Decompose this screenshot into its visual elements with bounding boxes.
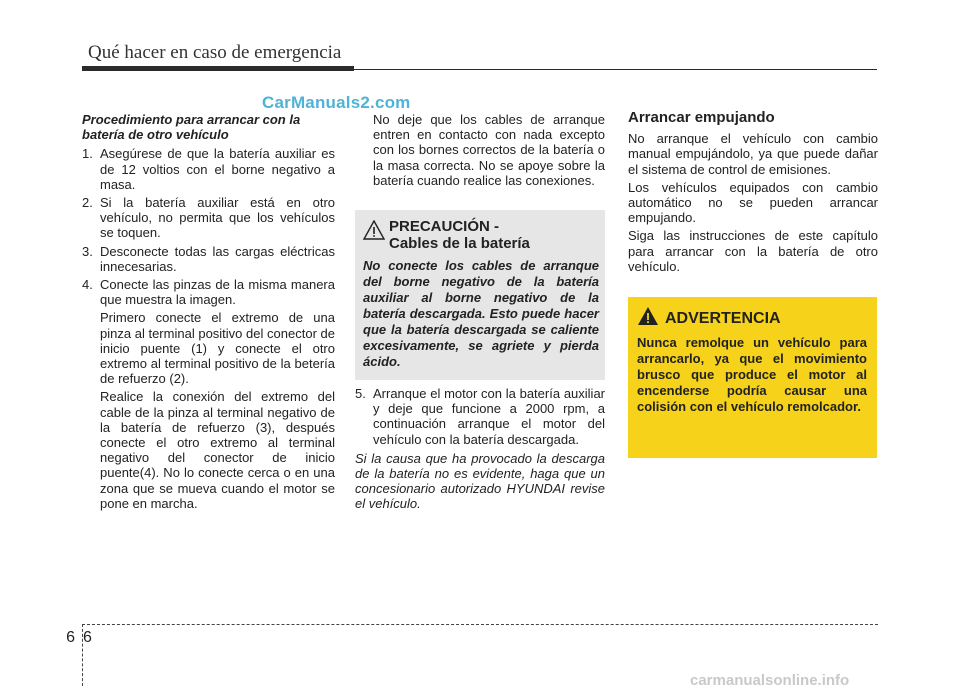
warning-box <box>628 297 877 458</box>
push-start-paragraph-2: Los vehículos equipados con cambio automático no se pueden arrancar empujando. <box>628 179 878 226</box>
list-text: Si la batería auxiliar está en otro vehículo, no permita que los vehículos se toquen. <box>100 195 335 241</box>
header-bar <box>82 66 354 71</box>
cables-intro-paragraph: No deje que los cables de arranque entren en contacto con nada excepto con los bornes correctos de la batería o la masa correcta. No se apoye sobre la batería cuando realice las conexiones. <box>373 112 605 188</box>
push-start-heading: Arrancar empujando <box>628 109 775 126</box>
page-number: 66 <box>66 629 100 646</box>
warning-title: ADVERTENCIA <box>665 309 781 327</box>
list-text: Conecte las pinzas de la misma manera que muestra la imagen. <box>100 277 335 308</box>
list-text: Arranque el motor con la batería auxiliar y deje que funcione a 2000 rpm, a continuación arranque el motor del vehículo con la batería descargada. <box>373 386 605 447</box>
list-number: 1. <box>82 146 93 162</box>
warning-triangle-icon <box>637 306 659 331</box>
caution-title: PRECAUCIÓN - <box>389 218 500 235</box>
list-text: Desconecte todas las cargas eléctricas innecesarias. <box>100 243 335 274</box>
page-header-title: Qué hacer en caso de emergencia <box>88 42 342 63</box>
list-item <box>82 195 335 241</box>
caution-header <box>363 218 599 252</box>
caution-box <box>355 210 605 380</box>
column-2-lower <box>355 386 605 512</box>
list-text: Asegúrese de que la batería auxiliar es de 12 voltios con el borne negativo a masa. <box>100 146 335 192</box>
caution-body: No conecte los cables de arranque del borne negativo de la batería auxiliar al borne negativo de la batería descargada. Esto puede hacer que la batería descargada se caliente excesivamente, se agriete y pierda ácido. <box>363 258 599 369</box>
connection-paragraph-2: Realice la conexión del extremo del cable de la pinza al terminal negativo de la batería de refuerzo (3), después conecte el otro extremo al terminal negativo del conector de inicio puente(4). No lo conecte cerca o en una zona que se mueva cuando el motor se pone en marcha. <box>100 389 335 511</box>
connection-paragraph-1: Primero conecte el extremo de una pinza al terminal positivo del conector de inicio puente (1) y conecte el otro extremo al terminal positivo de la betería de refuerzo (2). <box>100 310 335 387</box>
list-number: 4. <box>82 277 93 293</box>
warning-body: Nunca remolque un vehículo para arrancarlo, ya que el movimiento brusco que produce el motor al encenderse podría causar una colisión con el vehículo remolcador. <box>637 335 867 414</box>
list-item <box>82 244 335 274</box>
column-2 <box>355 112 605 191</box>
warning-header <box>637 306 867 331</box>
list-item <box>355 386 605 447</box>
list-number: 2. <box>82 195 93 211</box>
footer-rule <box>82 624 878 625</box>
list-number: 3. <box>82 243 93 259</box>
list-item <box>82 277 335 307</box>
list-number: 5. <box>355 386 366 401</box>
push-start-paragraph-3: Siga las instrucciones de este capítulo para arrancar con la batería de otro vehículo. <box>628 228 878 274</box>
watermark-top: CarManuals2.com <box>262 93 411 112</box>
column-1 <box>82 112 335 514</box>
procedure-subheading: Procedimiento para arrancar con la batería de otro vehículo <box>82 112 301 143</box>
caution-triangle-icon <box>363 218 389 245</box>
caution-subtitle: Cables de la batería <box>389 235 530 252</box>
push-start-paragraph-1: No arranque el vehículo con cambio manual empujándolo, ya que puede dañar el sistema de control de emisiones. <box>628 131 878 177</box>
header-rule <box>354 69 877 70</box>
list-item <box>82 146 335 192</box>
watermark-bottom: carmanualsonline.info <box>690 672 850 689</box>
dealer-note: Si la causa que ha provocado la descarga de la batería no es evidente, haga que un concesionario autorizado HYUNDAI revise el vehículo. <box>355 450 605 512</box>
column-3 <box>628 110 878 277</box>
